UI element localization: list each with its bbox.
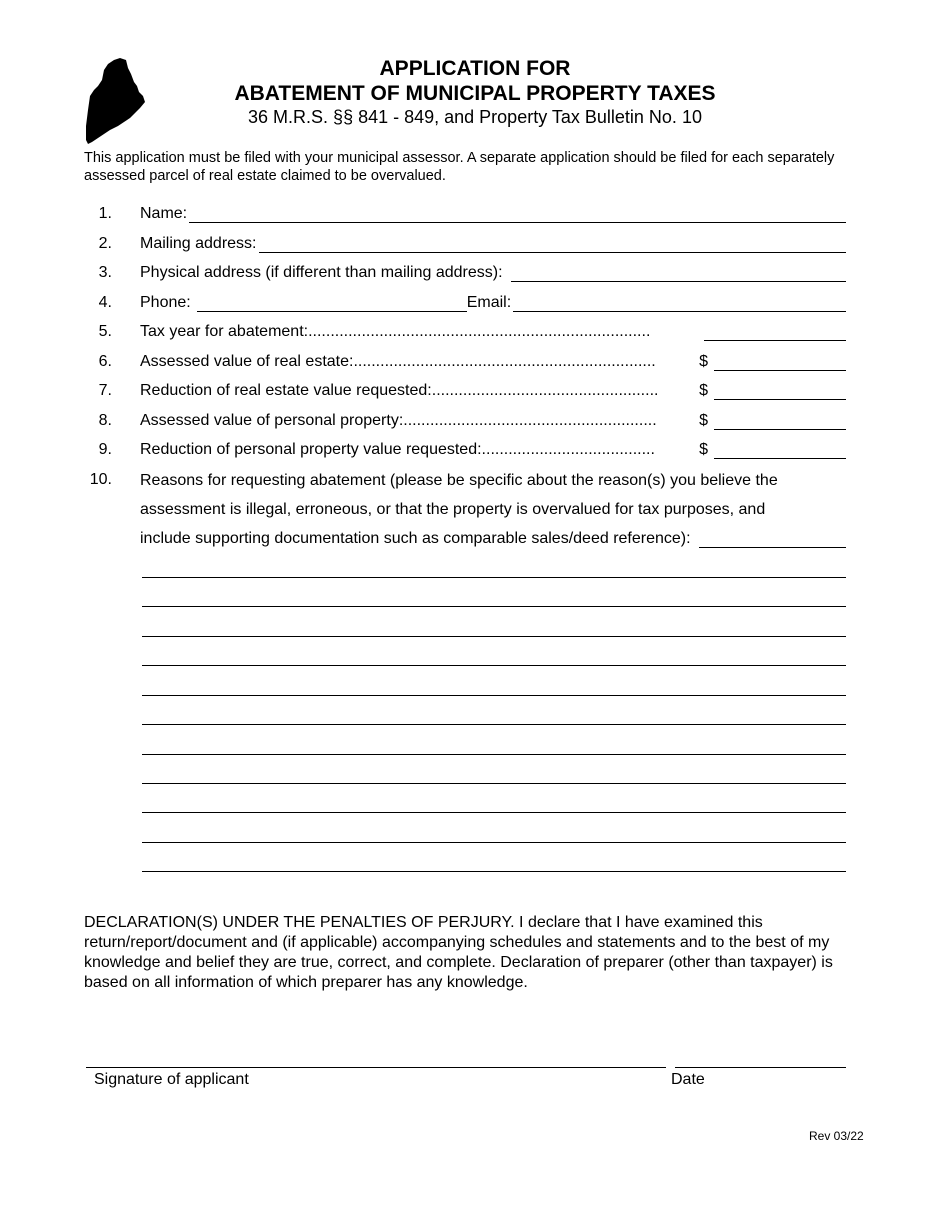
phone-label: Phone:: [140, 294, 191, 311]
physical-address-label: Physical address (if different than mailing address):: [140, 264, 503, 281]
signature-label: Signature of applicant: [94, 1071, 249, 1088]
email-label: Email:: [466, 294, 512, 311]
maine-state-map-icon: [84, 56, 148, 146]
assessed-personal-property-field[interactable]: [714, 412, 846, 430]
reasons-answer-line[interactable]: [142, 812, 846, 813]
email-field[interactable]: [513, 294, 846, 312]
signature-field[interactable]: [86, 1067, 666, 1068]
reasons-field-first-line[interactable]: [699, 530, 846, 548]
assessed-personal-property-label: Assessed value of personal property:: [140, 412, 404, 429]
contact-row: [84, 294, 846, 316]
perjury-declaration: DECLARATION(S) UNDER THE PENALTIES OF PERJURY. I declare that I have examined this return/report/document and (if applicable) accompanying schedules and statements and to the best of my knowledge and belief they are true, correct, and complete. Declaration of preparer (other than taxpayer) is based on all information of which preparer has any knowledge.: [84, 914, 833, 991]
item-number: 5.: [98, 323, 112, 340]
leader-dots: .......................................: [481, 441, 655, 458]
mailing-address-row: [84, 235, 846, 257]
reasons-line1: Reasons for requesting abatement (please be specific about the reason(s) you believe the: [140, 472, 778, 489]
personal-property-reduction-label: Reduction of personal property value requested:: [140, 441, 482, 458]
reasons-answer-line[interactable]: [142, 606, 846, 607]
dollar-sign: $: [699, 412, 708, 429]
assessed-real-estate-field[interactable]: [714, 353, 846, 371]
reasons-line2: assessment is illegal, erroneous, or that the property is overvalued for tax purposes, and: [140, 501, 766, 518]
name-field[interactable]: [189, 205, 846, 223]
dollar-sign: $: [699, 441, 708, 458]
reasons-answer-line[interactable]: [142, 783, 846, 784]
revision-label: Rev 03/22: [809, 1129, 864, 1143]
physical-address-field[interactable]: [511, 264, 846, 282]
mailing-address-label: Mailing address:: [140, 235, 257, 252]
mailing-address-field[interactable]: [259, 235, 847, 253]
form-title-line2: ABATEMENT OF MUNICIPAL PROPERTY TAXES: [234, 82, 716, 105]
item-number: 8.: [98, 412, 112, 429]
item-number: 10.: [89, 471, 112, 488]
item-number: 1.: [98, 205, 112, 222]
name-row: [84, 205, 846, 227]
form-title-line1: APPLICATION FOR: [379, 57, 571, 80]
leader-dots: .........................................................: [403, 412, 657, 429]
statute-reference: 36 M.R.S. §§ 841 - 849, and Property Tax Bulletin No. 10: [248, 107, 702, 127]
reasons-answer-line[interactable]: [142, 724, 846, 725]
date-label: Date: [671, 1071, 705, 1088]
reasons-answer-line[interactable]: [142, 754, 846, 755]
personal-property-reduction-field[interactable]: [714, 441, 846, 459]
intro-text: This application must be filed with your municipal assessor. A separate application should be filed for each separately assessed parcel of real estate claimed to be overvalued.: [84, 150, 835, 184]
item-number: 3.: [98, 264, 112, 281]
reasons-number-row: [84, 471, 114, 493]
item-number: 6.: [98, 353, 112, 370]
personal-property-reduction-row: [84, 441, 846, 463]
dollar-sign: $: [699, 353, 708, 370]
reasons-answer-line[interactable]: [142, 665, 846, 666]
form-header: [150, 56, 800, 128]
date-field[interactable]: [675, 1067, 846, 1068]
tax-year-row: [84, 323, 846, 345]
item-number: 4.: [98, 294, 112, 311]
item-number: 9.: [98, 441, 112, 458]
phone-field[interactable]: [197, 294, 467, 312]
item-number: 7.: [98, 382, 112, 399]
leader-dots: ...................................................: [431, 382, 659, 399]
real-estate-reduction-label: Reduction of real estate value requested:: [140, 382, 432, 399]
assessed-real-estate-label: Assessed value of real estate:: [140, 353, 354, 370]
reasons-answer-line[interactable]: [142, 842, 846, 843]
reasons-answer-line[interactable]: [142, 577, 846, 578]
reasons-answer-line[interactable]: [142, 636, 846, 637]
reasons-line3-row: [140, 530, 846, 552]
reasons-answer-line[interactable]: [142, 871, 846, 872]
real-estate-reduction-field[interactable]: [714, 382, 846, 400]
tax-year-field[interactable]: [704, 323, 846, 341]
assessed-personal-property-row: [84, 412, 846, 434]
reasons-line3: include supporting documentation such as comparable sales/deed reference):: [140, 530, 691, 547]
tax-year-label: Tax year for abatement:: [140, 323, 309, 340]
assessed-real-estate-row: [84, 353, 846, 375]
name-label: Name:: [140, 205, 188, 222]
physical-address-row: [84, 264, 846, 286]
dollar-sign: $: [699, 382, 708, 399]
leader-dots: .............................................................................: [308, 323, 651, 340]
leader-dots: ....................................................................: [353, 353, 656, 370]
item-number: 2.: [98, 235, 112, 252]
reasons-answer-line[interactable]: [142, 695, 846, 696]
real-estate-reduction-row: [84, 382, 846, 404]
